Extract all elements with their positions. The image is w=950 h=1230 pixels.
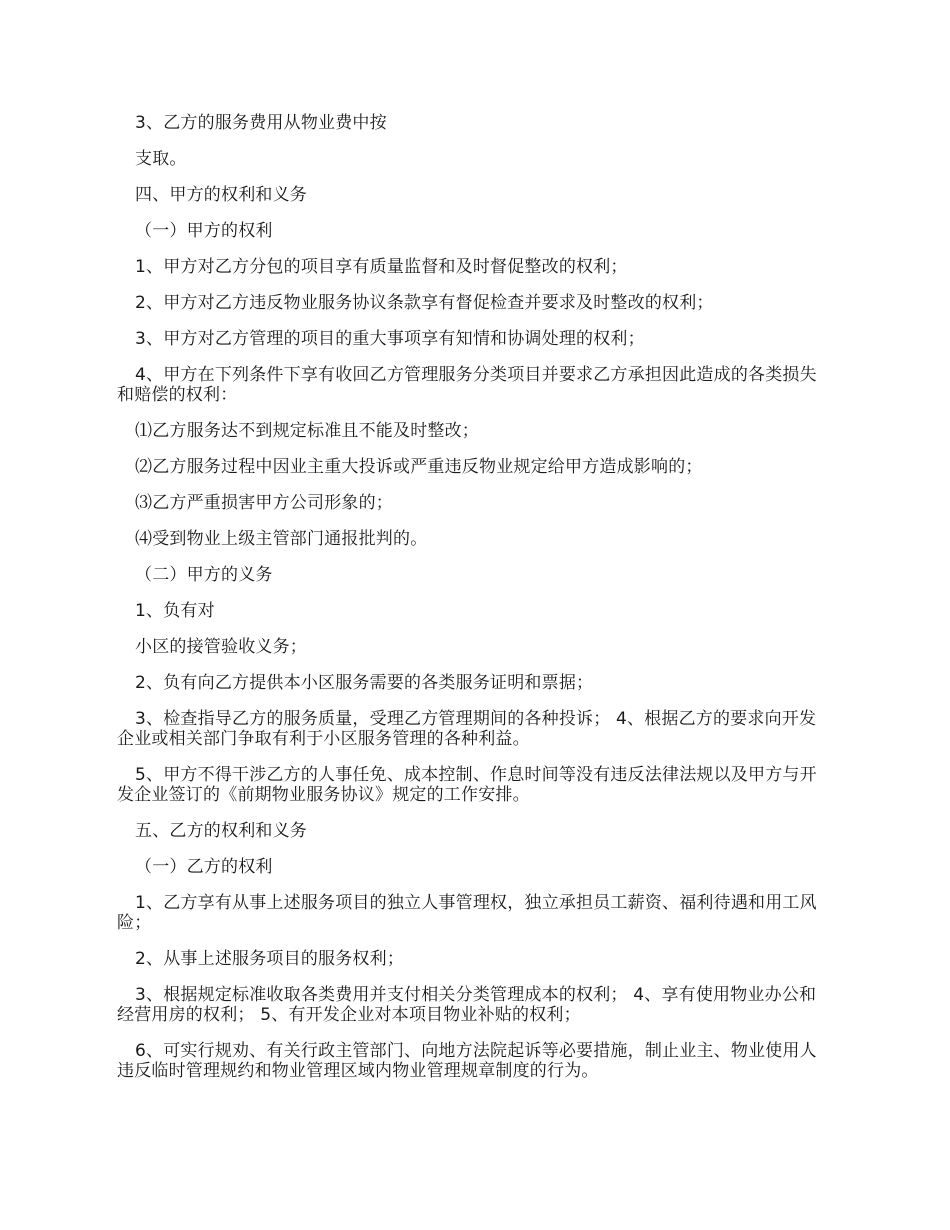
paragraph: 3、检查指导乙方的服务质量，受理乙方管理期间的各种投诉； 4、根据乙方的要求向开发企业或相关部门争取有利于小区服务管理的各种利益。 (117, 709, 817, 749)
paragraph: 1、甲方对乙方分包的项目享有质量监督和及时督促整改的权利； (135, 257, 628, 277)
paragraph: 1、负有对 (135, 601, 215, 621)
subsection-heading: （一）甲方的权利 (135, 221, 273, 241)
paragraph: 3、甲方对乙方管理的项目的重大事项享有知情和协调处理的权利； (135, 329, 645, 349)
list-item: ⑴乙方服务达不到规定标准且不能及时整改； (135, 421, 479, 441)
section-heading: 四、甲方的权利和义务 (135, 185, 307, 205)
paragraph: 3、根据规定标准收取各类费用并支付相关分类管理成本的权利； 4、享有使用物业办公和经营用房的权利； 5、有开发企业对本项目物业补贴的权利； (117, 985, 817, 1025)
paragraph: 小区的接管验收义务； (135, 637, 307, 657)
section-heading: 五、乙方的权利和义务 (135, 821, 307, 841)
paragraph: 1、乙方享有从事上述服务项目的独立人事管理权，独立承担员工薪资、福利待遇和用工风险； (117, 893, 817, 933)
paragraph: 支取。 (135, 149, 187, 169)
paragraph: 4、甲方在下列条件下享有收回乙方管理服务分类项目并要求乙方承担因此造成的各类损失和赔偿的权利： (117, 365, 817, 405)
paragraph: 3、乙方的服务费用从物业费中按 (135, 113, 387, 133)
paragraph: 5、甲方不得干涉乙方的人事任免、成本控制、作息时间等没有违反法律法规以及甲方与开发企业签订的《前期物业服务协议》规定的工作安排。 (117, 765, 817, 805)
document-page (117, 113, 833, 1097)
subsection-heading: （一）乙方的权利 (135, 857, 273, 877)
paragraph: 6、可实行规劝、有关行政主管部门、向地方法院起诉等必要措施，制止业主、物业使用人违反临时管理规约和物业管理区域内物业管理规章制度的行为。 (117, 1041, 817, 1081)
paragraph: 2、从事上述服务项目的服务权利； (135, 949, 405, 969)
list-item: ⑶乙方严重损害甲方公司形象的； (135, 493, 393, 513)
paragraph: 2、负有向乙方提供本小区服务需要的各类服务证明和票据； (135, 673, 594, 693)
subsection-heading: （二）甲方的义务 (135, 565, 273, 585)
list-item: ⑷受到物业上级主管部门通报批判的。 (135, 529, 428, 549)
list-item: ⑵乙方服务过程中因业主重大投诉或严重违反物业规定给甲方造成影响的； (135, 457, 703, 477)
paragraph: 2、甲方对乙方违反物业服务协议条款享有督促检查并要求及时整改的权利； (135, 293, 714, 313)
